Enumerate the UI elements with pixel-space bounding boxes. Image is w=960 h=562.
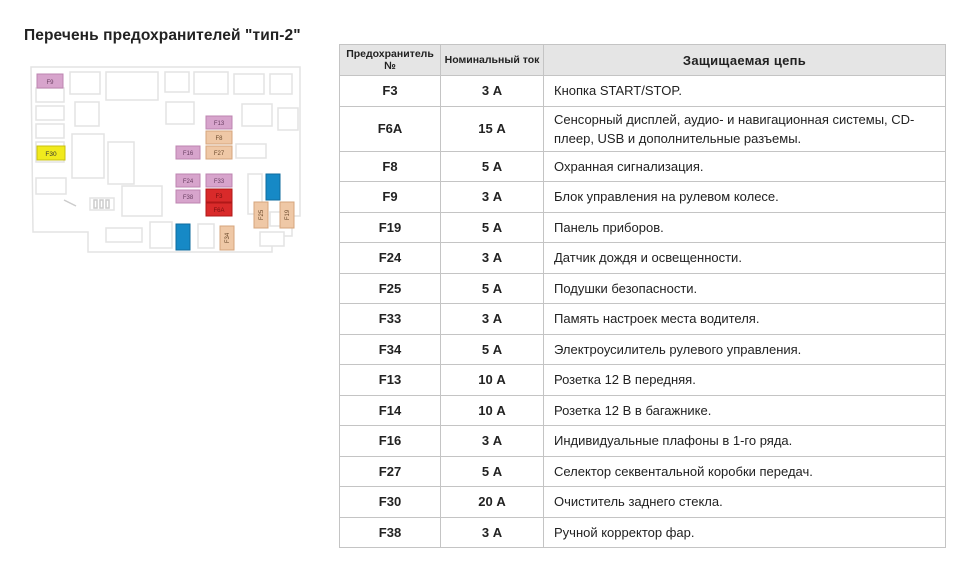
- fuse-blue-top: [266, 174, 280, 200]
- rated-current-cell: 3 А: [441, 426, 544, 457]
- protected-circuit-cell: Розетка 12 В в багажнике.: [544, 395, 946, 426]
- svg-text:F30: F30: [45, 151, 57, 158]
- table-header-row: [340, 45, 946, 76]
- page-title: Перечень предохранителей "тип-2": [24, 27, 301, 44]
- svg-text:F8: F8: [215, 136, 223, 142]
- fuse-number-cell: F9: [340, 182, 441, 213]
- svg-text:F16: F16: [182, 151, 194, 157]
- protected-circuit-cell: Блок управления на рулевом колесе.: [544, 182, 946, 213]
- fuse-number-cell: F19: [340, 212, 441, 243]
- fuse-box-svg: [30, 64, 302, 256]
- fuse-f33: [206, 174, 232, 187]
- protected-circuit-cell: Сенсорный дисплей, аудио- и навигационная системы, CD-плеер, USB и дополнительные разъемы.: [544, 106, 946, 151]
- fuse-number-cell: F8: [340, 151, 441, 182]
- table-row: [340, 334, 946, 365]
- header-protected-circuit: Защищаемая цепь: [544, 45, 946, 76]
- svg-text:F33: F33: [213, 179, 225, 185]
- fuse-number-cell: F25: [340, 273, 441, 304]
- table-row: [340, 487, 946, 518]
- protected-circuit-cell: Кнопка START/STOP.: [544, 76, 946, 107]
- svg-text:F34: F34: [225, 232, 231, 244]
- svg-text:F3: F3: [215, 194, 223, 200]
- protected-circuit-cell: Розетка 12 В передняя.: [544, 365, 946, 396]
- rated-current-cell: 5 А: [441, 334, 544, 365]
- svg-text:F9: F9: [46, 80, 54, 86]
- rated-current-cell: 3 А: [441, 182, 544, 213]
- table-row: [340, 273, 946, 304]
- svg-text:F27: F27: [213, 151, 225, 157]
- fuse-f30: [37, 146, 65, 160]
- rated-current-cell: 10 А: [441, 365, 544, 396]
- protected-circuit-cell: Подушки безопасности.: [544, 273, 946, 304]
- fuse-f13: [206, 116, 232, 129]
- table-row: [340, 426, 946, 457]
- fuse-number-cell: F13: [340, 365, 441, 396]
- header-rated-current: Номинальный ток: [441, 45, 544, 76]
- rated-current-cell: 10 А: [441, 395, 544, 426]
- table-row: [340, 212, 946, 243]
- table-row: [340, 76, 946, 107]
- protected-circuit-cell: Очиститель заднего стекла.: [544, 487, 946, 518]
- fuse-number-cell: F24: [340, 243, 441, 274]
- fuse-f19: [280, 202, 294, 228]
- fuse-blue-bottom: [176, 224, 190, 250]
- table-row: [340, 517, 946, 548]
- fuse-number-cell: F34: [340, 334, 441, 365]
- fuse-f8: [206, 131, 232, 144]
- protected-circuit-cell: Панель приборов.: [544, 212, 946, 243]
- table-row: [340, 304, 946, 335]
- svg-text:F25: F25: [259, 209, 265, 221]
- protected-circuit-cell: Ручной корректор фар.: [544, 517, 946, 548]
- table-row: [340, 395, 946, 426]
- fuse-number-cell: F16: [340, 426, 441, 457]
- table-row: [340, 243, 946, 274]
- svg-text:F38: F38: [182, 195, 194, 201]
- rated-current-cell: 20 А: [441, 487, 544, 518]
- fuse-number-cell: F6A: [340, 106, 441, 151]
- svg-text:F19: F19: [285, 209, 291, 221]
- fuse-number-cell: F27: [340, 456, 441, 487]
- protected-circuit-cell: Электроусилитель рулевого управления.: [544, 334, 946, 365]
- fuse-number-cell: F14: [340, 395, 441, 426]
- fuse-f25: [254, 202, 268, 228]
- fuse-f27: [206, 146, 232, 159]
- table-row: [340, 151, 946, 182]
- fuse-number-cell: F38: [340, 517, 441, 548]
- fuse-number-cell: F30: [340, 487, 441, 518]
- table-row: [340, 182, 946, 213]
- rated-current-cell: 3 А: [441, 517, 544, 548]
- protected-circuit-cell: Охранная сигнализация.: [544, 151, 946, 182]
- protected-circuit-cell: Селектор секвентальной коробки передач.: [544, 456, 946, 487]
- table-row: [340, 106, 946, 151]
- svg-text:F13: F13: [213, 121, 225, 127]
- protected-circuit-cell: Датчик дождя и освещенности.: [544, 243, 946, 274]
- protected-circuit-cell: Память настроек места водителя.: [544, 304, 946, 335]
- fuse-f34: [220, 226, 234, 250]
- rated-current-cell: 5 А: [441, 273, 544, 304]
- rated-current-cell: 5 А: [441, 456, 544, 487]
- rated-current-cell: 3 А: [441, 76, 544, 107]
- table-row: [340, 456, 946, 487]
- protected-circuit-cell: Индивидуальные плафоны в 1-го ряда.: [544, 426, 946, 457]
- fuse-f3: [206, 189, 232, 202]
- fuse-f9: [37, 74, 63, 88]
- fuse-f38: [176, 190, 200, 203]
- rated-current-cell: 15 А: [441, 106, 544, 151]
- fuse-box-diagram: [30, 64, 302, 256]
- header-fuse-number: Предохранитель №: [340, 45, 441, 76]
- rated-current-cell: 3 А: [441, 304, 544, 335]
- fuse-number-cell: F33: [340, 304, 441, 335]
- fuse-table: [339, 44, 946, 548]
- rated-current-cell: 3 А: [441, 243, 544, 274]
- rated-current-cell: 5 А: [441, 151, 544, 182]
- fuse-f24: [176, 174, 200, 187]
- svg-text:F6A: F6A: [213, 208, 225, 214]
- rated-current-cell: 5 А: [441, 212, 544, 243]
- svg-text:F24: F24: [182, 179, 194, 185]
- table-row: [340, 365, 946, 396]
- fuse-f16: [176, 146, 200, 159]
- fuse-f6a: [206, 203, 232, 216]
- fuse-number-cell: F3: [340, 76, 441, 107]
